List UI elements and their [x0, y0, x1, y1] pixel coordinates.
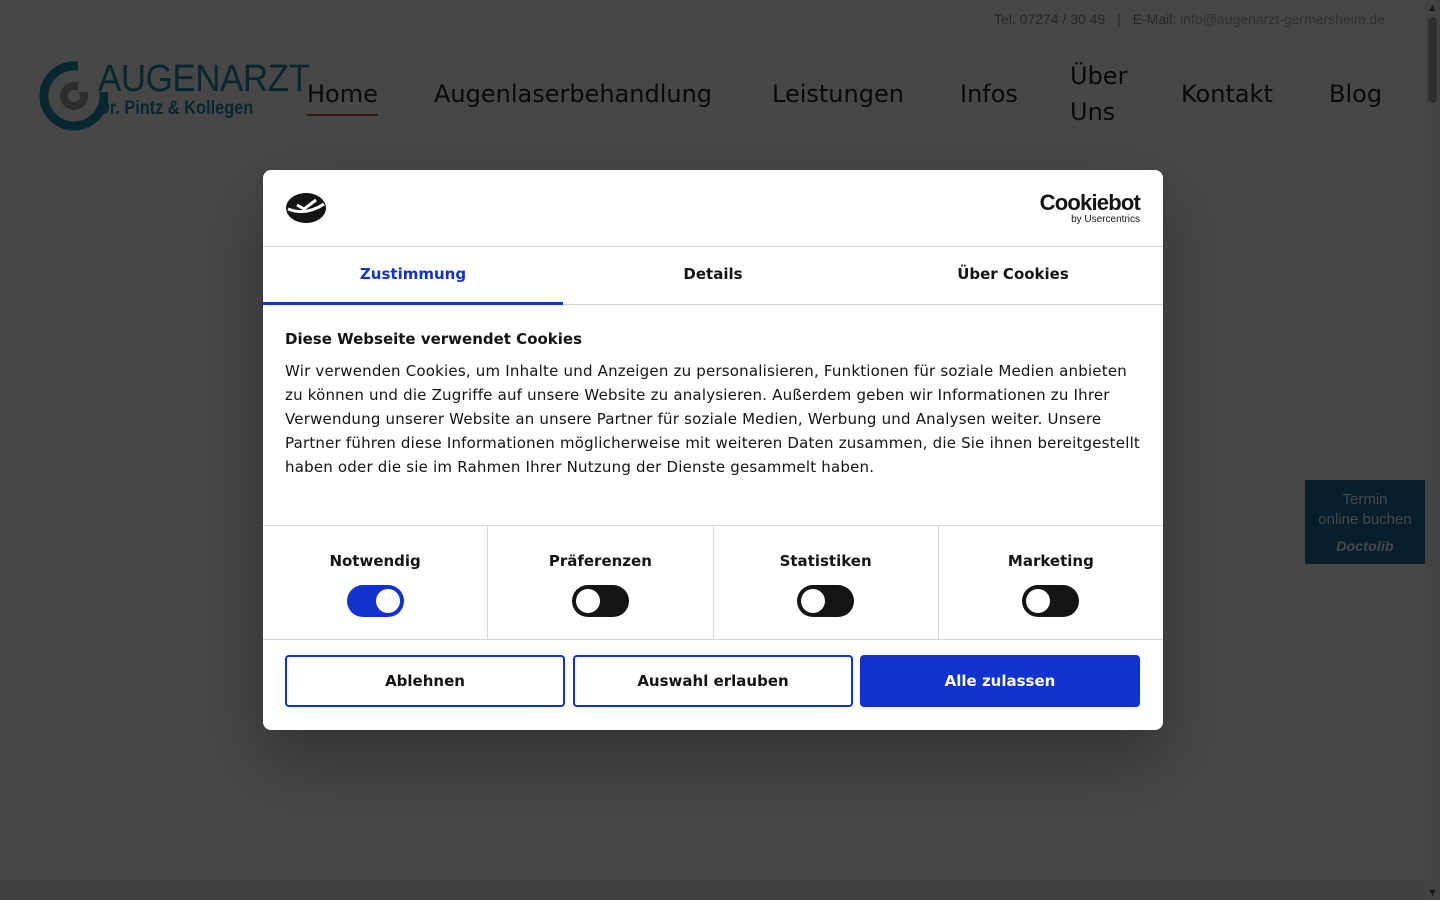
consent-buttons: [285, 655, 1141, 707]
cookiebot-icon: [285, 192, 327, 224]
consent-description: Wir verwenden Cookies, um Inhalte und Anzeigen zu personalisieren, Funktionen für soziale Medien anbieten zu können und die Zugriffe auf unsere Website zu analysieren. Außerdem geben wir Informationen zu Ihrer Verwendung unserer Website an unsere Partner für soziale Medien, Werbung und Analysen weiter. Unsere Partner führen diese Informationen möglicherweise mit weiteren Daten zusammen, die Sie ihnen bereitgestellt haben oder die sie im Rahmen Ihrer Nutzung der Dienste gesammelt haben.: [285, 362, 1141, 476]
consent-categories: [263, 525, 1163, 640]
tab-details[interactable]: Details: [683, 265, 743, 283]
allow-selection-button[interactable]: Auswahl erlauben: [573, 655, 853, 707]
cookiebot-logo[interactable]: [1040, 192, 1140, 225]
consent-heading: Diese Webseite verwendet Cookies: [285, 330, 583, 348]
dialog-tabs: [263, 247, 1163, 305]
marketing-toggle[interactable]: [1022, 585, 1079, 617]
preferences-toggle[interactable]: [572, 585, 629, 617]
statistics-toggle[interactable]: [797, 585, 854, 617]
category-necessary: [263, 526, 488, 639]
category-marketing: [939, 526, 1163, 639]
category-label: Statistiken: [779, 552, 872, 570]
consent-body: [285, 328, 1145, 479]
category-label: Notwendig: [329, 552, 421, 570]
dialog-header: [263, 170, 1163, 247]
tab-ueber-cookies[interactable]: Über Cookies: [957, 265, 1069, 283]
toggle-knob: [576, 589, 600, 613]
category-label: Marketing: [1007, 552, 1094, 570]
category-preferences: [488, 526, 713, 639]
cookiebot-wordmark: Cookiebot: [1039, 190, 1140, 215]
allow-all-button[interactable]: Alle zulassen: [860, 655, 1140, 707]
toggle-knob: [801, 589, 825, 613]
cookie-consent-dialog: [263, 170, 1163, 730]
necessary-toggle[interactable]: [347, 585, 404, 617]
cookiebot-byline: by Usercentrics: [1071, 214, 1140, 225]
category-label: Präferenzen: [548, 552, 652, 570]
tab-zustimmung[interactable]: Zustimmung: [263, 247, 563, 304]
decline-button[interactable]: Ablehnen: [285, 655, 565, 707]
toggle-knob: [1026, 589, 1050, 613]
toggle-knob: [376, 589, 400, 613]
category-statistics: [714, 526, 939, 639]
